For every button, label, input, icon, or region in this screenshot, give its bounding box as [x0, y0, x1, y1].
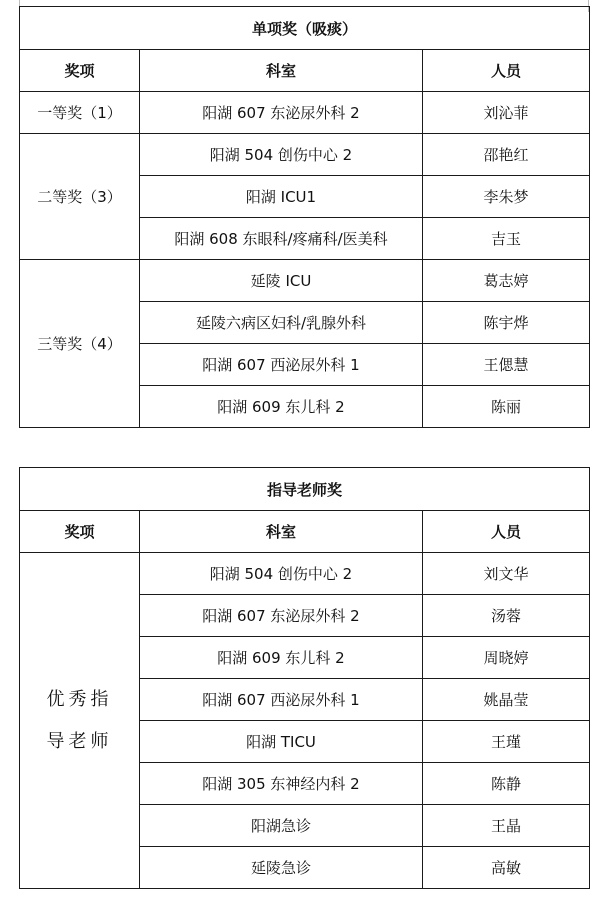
award-first-prize: 一等奖（1） [20, 92, 140, 134]
department-cell: 阳湖 609 东儿科 2 [140, 386, 423, 428]
table-row [20, 260, 590, 302]
department-cell: 阳湖 607 西泌尿外科 1 [140, 344, 423, 386]
department-cell: 阳湖急诊 [140, 805, 423, 847]
department-cell: 阳湖 607 东泌尿外科 2 [140, 595, 423, 637]
award-second-prize: 二等奖（3） [20, 134, 140, 260]
department-cell: 延陵急诊 [140, 847, 423, 889]
header-department: 科室 [140, 511, 423, 553]
department-cell: 阳湖 504 创伤中心 2 [140, 134, 423, 176]
excellent-mentor-label: 优秀指导老师 [46, 688, 113, 752]
single-award-table [19, 6, 590, 428]
table-row [20, 92, 590, 134]
person-cell: 汤蓉 [423, 595, 590, 637]
header-person: 人员 [423, 511, 590, 553]
person-cell: 王偲慧 [423, 344, 590, 386]
person-cell: 吉玉 [423, 218, 590, 260]
department-cell: 延陵 ICU [140, 260, 423, 302]
person-cell: 刘沁菲 [423, 92, 590, 134]
department-cell: 阳湖 608 东眼科/疼痛科/医美科 [140, 218, 423, 260]
person-cell: 王晶 [423, 805, 590, 847]
person-cell: 陈丽 [423, 386, 590, 428]
department-cell: 阳湖 607 东泌尿外科 2 [140, 92, 423, 134]
department-cell: 阳湖 ICU1 [140, 176, 423, 218]
department-cell: 阳湖 305 东神经内科 2 [140, 763, 423, 805]
person-cell: 王瑾 [423, 721, 590, 763]
mentor-award-title: 指导老师奖 [20, 468, 590, 511]
person-cell: 邵艳红 [423, 134, 590, 176]
person-cell: 陈静 [423, 763, 590, 805]
person-cell: 周晓婷 [423, 637, 590, 679]
header-department: 科室 [140, 50, 423, 92]
person-cell: 陈宇烨 [423, 302, 590, 344]
award-third-prize: 三等奖（4） [20, 260, 140, 428]
person-cell: 刘文华 [423, 553, 590, 595]
department-cell: 阳湖 504 创伤中心 2 [140, 553, 423, 595]
department-cell: 阳湖 TICU [140, 721, 423, 763]
person-cell: 葛志婷 [423, 260, 590, 302]
mentor-award-table [19, 467, 590, 889]
person-cell: 李朱梦 [423, 176, 590, 218]
department-cell: 阳湖 607 西泌尿外科 1 [140, 679, 423, 721]
department-cell: 延陵六病区妇科/乳腺外科 [140, 302, 423, 344]
table-row [20, 553, 590, 595]
header-award: 奖项 [20, 511, 140, 553]
person-cell: 高敏 [423, 847, 590, 889]
table-row [20, 134, 590, 176]
single-award-title: 单项奖（吸痰） [20, 7, 590, 50]
header-award: 奖项 [20, 50, 140, 92]
person-cell: 姚晶莹 [423, 679, 590, 721]
header-person: 人员 [423, 50, 590, 92]
department-cell: 阳湖 609 东儿科 2 [140, 637, 423, 679]
award-excellent-mentor [20, 553, 140, 889]
